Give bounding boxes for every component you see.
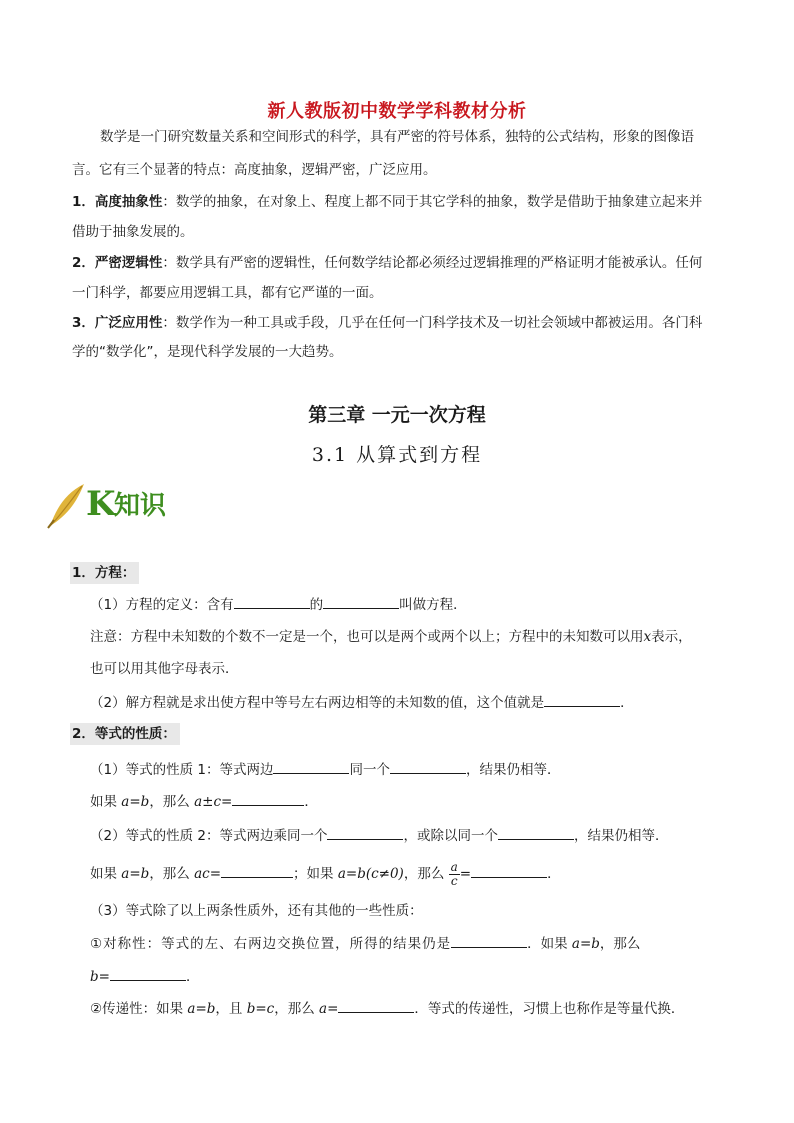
- transitivity-text: ，那么: [274, 1001, 320, 1017]
- note-text-a: 注意：方程中未知数的个数不一定是一个，也可以是两个或两个以上；方程中的未知数可以用: [90, 629, 644, 645]
- property-2-text-a: （2）等式的性质 2：等式两边乘同一个: [90, 828, 328, 844]
- transitivity-text: ，且: [215, 1001, 247, 1017]
- example-end: ．: [547, 866, 561, 882]
- blank-field[interactable]: [471, 863, 547, 878]
- symmetry-text-b: ．如果: [527, 936, 572, 952]
- feature-1-text: ：数学的抽象，在对象上、程度上都不同于其它学科的抽象，数学是借助于抽象建立起来并: [162, 194, 703, 210]
- blank-field[interactable]: [221, 863, 293, 878]
- example-math: a=b(c≠0): [337, 866, 404, 882]
- example-text: ，那么: [149, 794, 195, 810]
- solve-text: （2）解方程就是求出使方程中等号左右两边相等的未知数的值，这个值就是: [90, 695, 545, 711]
- note-variable: x: [643, 629, 652, 645]
- feature-3-line-1: [72, 313, 702, 333]
- chapter-title: 第三章 一元一次方程: [308, 404, 486, 426]
- feature-1-line-1: [72, 192, 702, 212]
- example-end: ．: [304, 794, 318, 810]
- transitivity-math: a=b: [187, 1001, 216, 1017]
- symmetry-math: a=b: [571, 936, 600, 952]
- symmetry-math: b=: [90, 969, 110, 985]
- blank-field[interactable]: [390, 759, 466, 774]
- feature-2-line-2: 一门科学，都要应用逻辑工具，都有它严谨的一面。: [72, 285, 383, 301]
- transitivity-math: a=: [319, 1001, 339, 1017]
- knowledge-logo: [42, 480, 192, 530]
- example-math: a=b: [121, 866, 150, 882]
- equation-definition: [90, 594, 467, 615]
- feature-1-line-2: 借助于抽象发展的。: [72, 224, 194, 240]
- def-text-a: （1）方程的定义：含有: [90, 597, 234, 613]
- blank-field[interactable]: [327, 825, 403, 840]
- example-math: a±c=: [194, 794, 233, 810]
- property-2-text-b: ，或除以同一个: [403, 828, 498, 844]
- fraction-a-over-c: [449, 861, 460, 888]
- blank-field[interactable]: [232, 791, 304, 806]
- feature-1-label: 1．高度抽象性: [72, 194, 163, 210]
- equation-note-line-2: 也可以用其他字母表示．: [90, 661, 239, 677]
- feature-3-line-2: 学的“数学化”，是现代科学发展的一大趋势。: [72, 344, 343, 360]
- property-3-intro: （3）等式除了以上两条性质外，还有其他的一些性质：: [90, 903, 423, 919]
- transitivity-math: b=c: [246, 1001, 275, 1017]
- property-1-example: [90, 791, 318, 812]
- blank-field[interactable]: [451, 933, 527, 948]
- heading-equality-properties: 2．等式的性质：: [70, 723, 180, 745]
- property-1-text-b: 同一个: [349, 762, 390, 778]
- def-text-b: 的: [309, 597, 324, 613]
- blank-field[interactable]: [110, 966, 186, 981]
- fraction-numerator: a: [450, 859, 458, 874]
- blank-field[interactable]: [338, 998, 414, 1013]
- intro-line-1: 数学是一门研究数量关系和空间形式的科学，具有严密的符号体系，独特的公式结构，形象的图像语: [100, 129, 694, 145]
- solve-equation: [90, 692, 634, 713]
- feature-2-label: 2．严密逻辑性: [72, 255, 163, 271]
- section-title: 3.1 从算式到方程: [311, 444, 483, 466]
- solve-end: ．: [620, 695, 634, 711]
- example-text: ；如果: [293, 866, 338, 882]
- property-1: [90, 759, 560, 780]
- example-math: ac=: [194, 866, 222, 882]
- fraction-denominator: c: [450, 873, 458, 888]
- feature-2-text: ：数学具有严密的逻辑性，任何数学结论都必须经过逻辑推理的严格证明才能被承认。任何: [162, 255, 703, 271]
- example-math: a=b: [121, 794, 150, 810]
- symmetry-end: ．: [185, 969, 200, 985]
- symmetry-line-1: [90, 933, 640, 954]
- feature-3-text: ：数学作为一种工具或手段，几乎在任何一门科学技术及一切社会领域中都被运用。各门科: [162, 315, 703, 331]
- logo-text: 知识: [114, 491, 167, 521]
- property-2-text-c: ，结果仍相等．: [573, 828, 669, 844]
- blank-field[interactable]: [544, 692, 620, 707]
- property-1-text-c: ，结果仍相等．: [465, 762, 561, 778]
- heading-equation: 1．方程：: [70, 562, 139, 584]
- example-text: ，那么: [149, 866, 195, 882]
- example-text: 如果: [90, 866, 122, 882]
- equation-note-line-1: [90, 627, 692, 647]
- feature-2-line-1: [72, 253, 702, 273]
- example-math: =: [459, 866, 472, 882]
- feature-3-label: 3．广泛应用性: [72, 315, 163, 331]
- transitivity: [90, 998, 684, 1019]
- symmetry-line-2: [90, 966, 199, 987]
- blank-field[interactable]: [498, 825, 574, 840]
- transitivity-text-end: ．等式的传递性，习惯上也称作是等量代换．: [414, 1001, 685, 1017]
- blank-field[interactable]: [323, 594, 399, 609]
- symmetry-text: ①对称性：等式的左、右两边交换位置，所得的结果仍是: [90, 936, 452, 952]
- note-text-b: 表示，: [651, 629, 692, 645]
- example-text: 如果: [90, 794, 122, 810]
- example-text: ，那么: [403, 866, 449, 882]
- def-text-c: 叫做方程．: [399, 597, 467, 613]
- property-2-example: [90, 860, 561, 888]
- property-2: [90, 825, 668, 846]
- blank-field[interactable]: [234, 594, 310, 609]
- property-1-text-a: （1）等式的性质 1：等式两边: [90, 762, 274, 778]
- intro-line-2: 言。它有三个显著的特点：高度抽象，逻辑严密，广泛应用。: [72, 162, 437, 178]
- logo-k-letter: K: [86, 484, 116, 524]
- transitivity-text: ②传递性：如果: [90, 1001, 188, 1017]
- document-title: 新人教版初中数学学科教材分析: [267, 101, 527, 122]
- blank-field[interactable]: [273, 759, 349, 774]
- symmetry-text-c: ，那么: [599, 936, 641, 952]
